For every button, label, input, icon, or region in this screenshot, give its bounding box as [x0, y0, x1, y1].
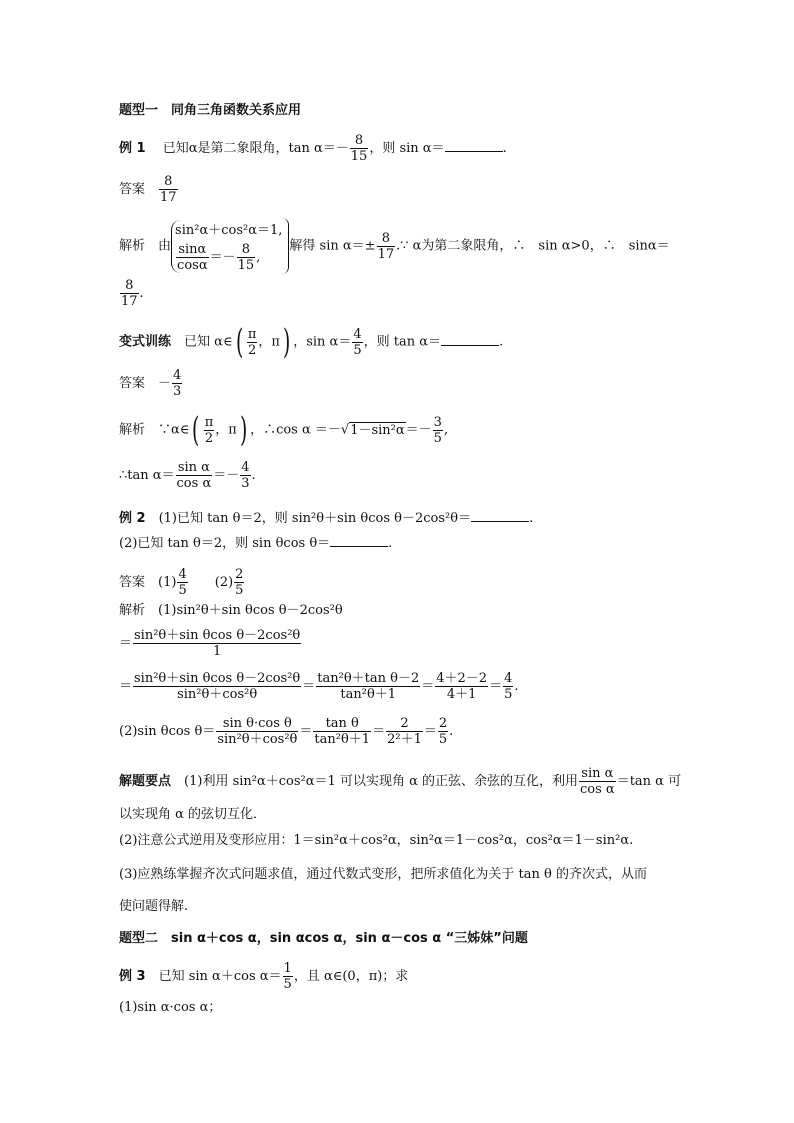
solution-3-line3: ＝ $\frac{\text{sin²θ＋sin θcos θ－2cos²θ}}{\text{sin²θ＋cos²θ}}$ ＝ $\frac{\text{tan²θ＋tan θ－2}}{\text{tan²θ＋1}}$ ＝ $\frac{4+2-2}{4+1}$ ＝ $\frac{4}{5}$ . — [119, 671, 519, 702]
section-title-1: 题型一 同角三角函数关系应用 — [119, 103, 302, 118]
solution-2: 解析 ∵α∈( $\frac{\pi}{2}$ ，π) ，∴cos α ＝－√1－sin²α＝－ $\frac{3}{5}$ , — [119, 410, 449, 450]
solution-1: 解析 由 sin²α＋cos²α＝1, $\frac{\sin\alpha}{\cos\alpha}$ ＝－ $\frac{8}{15}$ , 解得 sin α＝± $\frac{8}{17}$ .∵ α为第二象限角，∴ sin α>0，∴ sinα＝ — [119, 218, 670, 274]
solution-3-line1: 解析 (1)sin²θ＋sin θcos θ－2cos²θ — [119, 603, 343, 618]
fraction: $\frac{8}{15}$ — [350, 133, 368, 164]
answer-3: 答案 (1) $\frac{4}{5}$ (2) $\frac{2}{5}$ — [119, 567, 244, 598]
answer-2: 答案 － $\frac{4}{3}$ — [119, 368, 182, 399]
example-label: 例 3 — [119, 969, 146, 984]
section-title-2: 题型二 sin α＋cos α，sin αcos α，sin α－cos α “三姊妹”问题 — [119, 931, 528, 946]
equation-system: sin²α＋cos²α＝1, $\frac{\sin\alpha}{\cos\alpha}$ ＝－ $\frac{8}{15}$ , — [171, 220, 282, 273]
answer-label: 答案 — [119, 182, 146, 197]
example-1: 例 1 已知α是第二象限角，tan α＝－ $\frac{8}{15}$ ，则 sin α＝ . — [119, 133, 507, 164]
solution-3-line2: ＝ $\frac{\text{sin²θ＋sin θcos θ－2cos²θ}}{1}$ — [119, 628, 301, 659]
solution-2-line2: ∴tan α＝ $\frac{\text{sin α}}{\text{cos α}}$ ＝－ $\frac{4}{3}$ . — [119, 460, 256, 491]
key-points-3: (3)应熟练掌握齐次式问题求值，通过代数式变形，把所求值化为关于 tan θ 的齐次式，从而 — [119, 867, 647, 882]
answer-blank — [445, 139, 503, 152]
example-label: 例 1 — [119, 141, 146, 156]
variant-label: 变式训练 — [119, 334, 172, 350]
example-3: 例 3 已知 sin α＋cos α＝ $\frac{1}{5}$ ，且 α∈(0，π)；求 — [119, 961, 409, 992]
example-3-q1: (1)sin α·cos α； — [119, 1000, 222, 1015]
example-2-q2: (2)已知 tan θ＝2，则 sin θcos θ＝ . — [119, 536, 393, 551]
key-points-1-cont: 以实现角 α 的弦切互化． — [119, 807, 267, 822]
solution-3-line4: (2)sin θcos θ＝ $\frac{\text{sin θ·cos θ}}{\text{sin²θ＋cos²θ}}$ ＝ $\frac{\text{tan θ}}{\text{tan²θ＋1}}$ ＝ $\frac{2}{\text{2²＋1}}$ ＝ $\frac{2}{5}$ . — [119, 716, 454, 747]
key-points-1: 解题要点 (1)利用 sin²α＋cos²α＝1 可以实现角 α 的正弦、余弦的互化，利用 $\frac{\text{sin α}}{\text{cos α}}$ ＝tan α 可 — [119, 766, 682, 797]
answer-blank — [441, 333, 499, 346]
answer-1 — [119, 174, 179, 205]
example-2-q1: 例 2 (1)已知 tan θ＝2，则 sin²θ＋sin θcos θ－2cos²θ＝ . — [119, 511, 534, 526]
text: ，则 sin α＝ — [369, 141, 445, 156]
variant-exercise: 变式训练 已知 α∈( $\frac{\pi}{2}$ ，π) ，sin α＝ $\frac{4}{5}$ ，则 tan α＝ . — [119, 322, 504, 362]
fraction: $\frac{8}{17}$ — [160, 174, 177, 205]
example-label: 例 2 — [119, 511, 146, 526]
solution-1-cont: $\frac{8}{17}$ . — [121, 278, 144, 309]
text: 已知α是第二象限角，tan α＝－ — [162, 141, 349, 156]
solution-label: 解析 — [119, 238, 146, 254]
key-points-3-cont: 使问题得解. — [119, 899, 189, 914]
key-points-label: 解题要点 — [119, 774, 172, 789]
key-points-2: (2)注意公式逆用及变形应用：1＝sin²α＋cos²α，sin²α＝1－cos²α，cos²α＝1－sin²α. — [119, 833, 634, 848]
